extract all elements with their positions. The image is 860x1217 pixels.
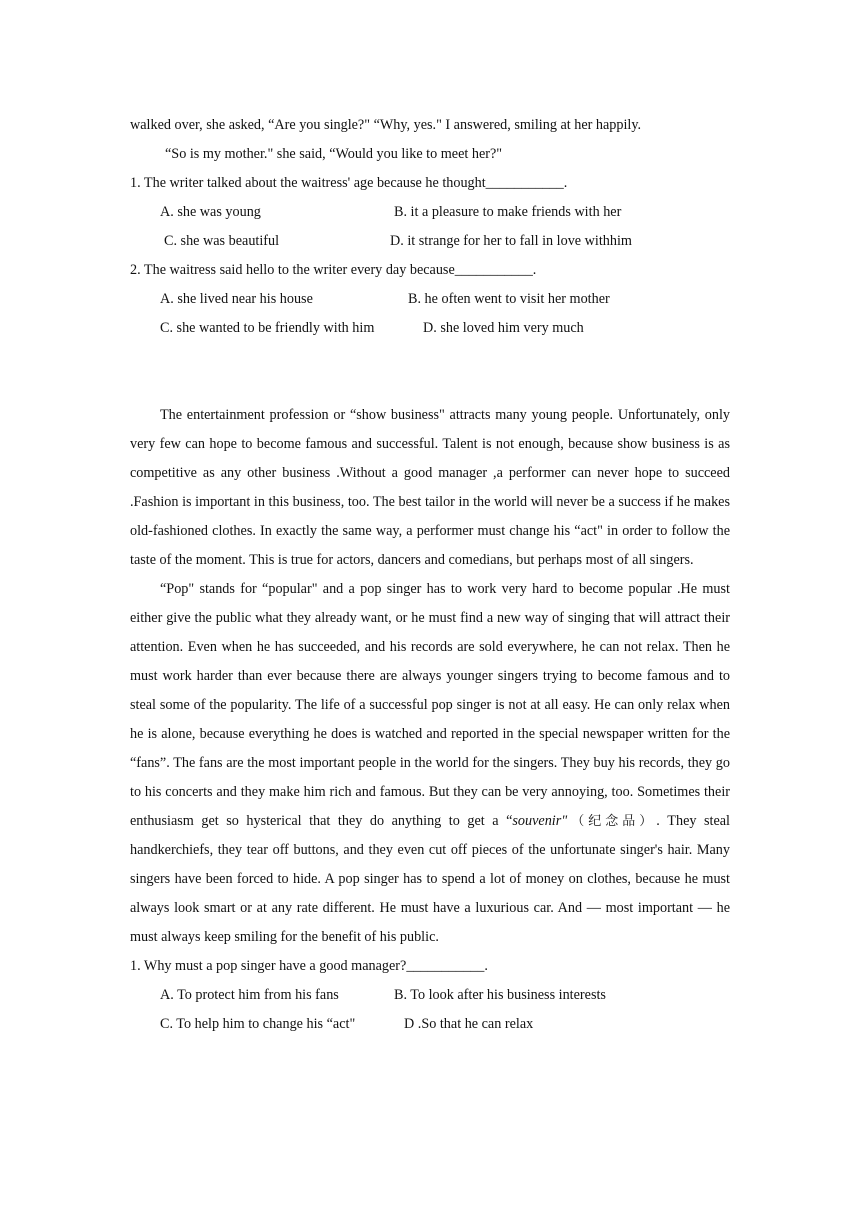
section-gap	[130, 343, 730, 401]
option-a: A. To protect him from his fans	[160, 987, 339, 1003]
option-row	[130, 227, 730, 256]
chinese-gloss: （纪念品）	[567, 814, 657, 829]
option-d: D. she loved him very much	[423, 320, 584, 336]
question-stem: 1. The writer talked about the waitress' age because he thought___________.	[130, 175, 568, 191]
option-c: C. she wanted to be friendly with him	[160, 320, 375, 336]
souvenir-word: souvenir"	[512, 813, 568, 829]
question-stem: 2. The waitress said hello to the writer every day because___________.	[130, 262, 537, 278]
option-b: B. it a pleasure to make friends with her	[394, 204, 622, 220]
option-c: C. To help him to change his “act"	[160, 1016, 356, 1032]
paragraph-text: “Pop" stands for “popular" and a pop singer has to work very hard to become popular .He must either give the public what they already want, or he must find a new way of singing that will attract their attention. Even when he has succeeded, and his records are sold everywhere, he can not relax. Then he must work harder than ever because there are always younger singers trying to become famous and to steal some of the popularity. The life of a successful pop singer is not at all easy. He can only relax when he is alone, because everything he does is watched and reported in the special newspaper written for the “fans”. The fans are the most important people in the world for the singers. They buy his records, they go to his concerts and they make him rich and famous. But they can be very annoying, too. Sometimes their enthusiasm get so hysterical that they do anything to get a “	[130, 581, 730, 829]
passage2-paragraph-1	[130, 401, 730, 575]
option-a: A. she was young	[160, 204, 261, 220]
paragraph-text: . They steal handkerchiefs, they tear off buttons, and they even cut off pieces of the unfortunate singer's hair. Many singers have been forced to hide. A pop singer has to spend a lot of money on clothes, because he must always look smart or at any rate different. He must have a luxurious car. And — most important — he must always keep smiling for the benefit of his public.	[130, 813, 730, 945]
option-row	[130, 1010, 730, 1039]
option-d: D .So that he can relax	[404, 1016, 534, 1032]
option-row	[130, 285, 730, 314]
option-b: B. he often went to visit her mother	[408, 291, 610, 307]
passage1-tail-line: “So is my mother." she said, “Would you like to meet her?"	[165, 146, 503, 162]
option-b: B. To look after his business interests	[394, 987, 606, 1003]
passage2-paragraph-2	[130, 575, 730, 952]
question-stem: 1. Why must a pop singer have a good manager?___________.	[130, 958, 488, 974]
option-row	[130, 981, 730, 1010]
option-a: A. she lived near his house	[160, 291, 313, 307]
option-c: C. she was beautiful	[164, 233, 280, 249]
passage1-tail-line: walked over, she asked, “Are you single?" “Why, yes." I answered, smiling at her happily.	[130, 117, 642, 133]
document-page	[130, 111, 730, 1039]
option-row	[130, 198, 730, 227]
paragraph-text: The entertainment profession or “show business" attracts many young people. Unfortunately, only very few can hope to become famous and successful. Talent is not enough, because show business is as competitive as any other business .Without a good manager ,a performer can never hope to succeed .Fashion is important in this business, too. The best tailor in the world will never be a success if he makes old-fashioned clothes. In exactly the same way, a performer must change his “act" in order to follow the taste of the moment. This is true for actors, dancers and comedians, but perhaps most of all singers.	[130, 407, 730, 568]
option-row	[130, 314, 730, 343]
option-d: D. it strange for her to fall in love withhim	[390, 233, 632, 249]
